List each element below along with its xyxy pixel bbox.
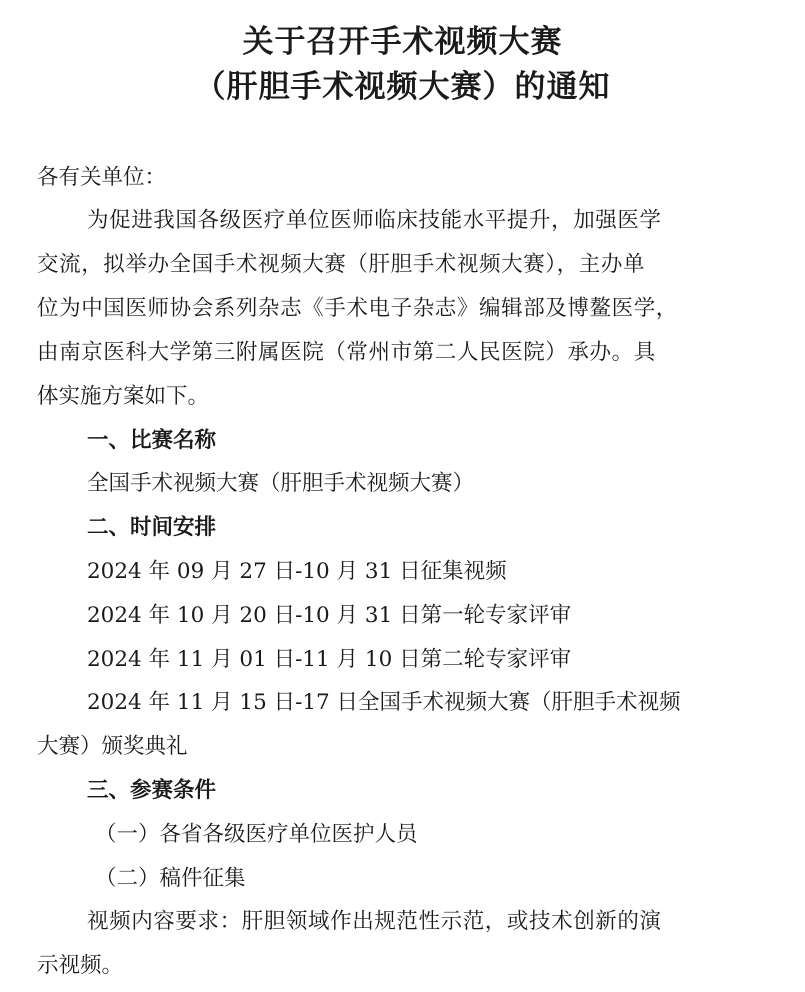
intro-line: 为促进我国各级医疗单位医师临床技能水平提升，加强医学	[87, 208, 662, 233]
schedule-item: 2024 年 10 月 20 日-10 月 31 日第一轮专家评审	[87, 603, 572, 628]
schedule-item: 2024 年 09 月 27 日-10 月 31 日征集视频	[87, 559, 507, 584]
intro-line: 体实施方案如下。	[37, 384, 210, 409]
section-heading-schedule: 二、时间安排	[87, 515, 217, 540]
video-requirement: 示视频。	[37, 953, 124, 978]
schedule-item: 2024 年 11 月 01 日-11 月 10 日第二轮专家评审	[87, 647, 572, 672]
schedule-item: 2024 年 11 月 15 日-17 日全国手术视频大赛（肝胆手术视频	[87, 690, 681, 715]
intro-line: 位为中国医师协会系列杂志《手术电子杂志》编辑部及博鳌医学，	[37, 296, 678, 321]
video-requirement: 视频内容要求：肝胆领域作出规范性示范，或技术创新的演	[87, 909, 662, 934]
eligibility-item: （二）稿件征集	[95, 866, 246, 891]
section-heading-competition-name: 一、比赛名称	[87, 428, 217, 453]
document-title-line-1: 关于召开手术视频大赛	[242, 24, 563, 60]
intro-line: 交流，拟举办全国手术视频大赛（肝胆手术视频大赛），主办单	[37, 252, 646, 277]
schedule-item: 大赛）颁奖典礼	[37, 734, 188, 759]
eligibility-item: （一）各省各级医疗单位医护人员	[95, 822, 418, 847]
intro-line: 由南京医科大学第三附属医院（常州市第二人民医院）承办。具	[37, 340, 656, 365]
document-title-line-2: （肝胆手术视频大赛）的通知	[194, 69, 611, 105]
section-heading-eligibility: 三、参赛条件	[87, 778, 217, 803]
competition-name: 全国手术视频大赛（肝胆手术视频大赛）	[87, 471, 475, 496]
salutation: 各有关单位：	[37, 165, 167, 190]
